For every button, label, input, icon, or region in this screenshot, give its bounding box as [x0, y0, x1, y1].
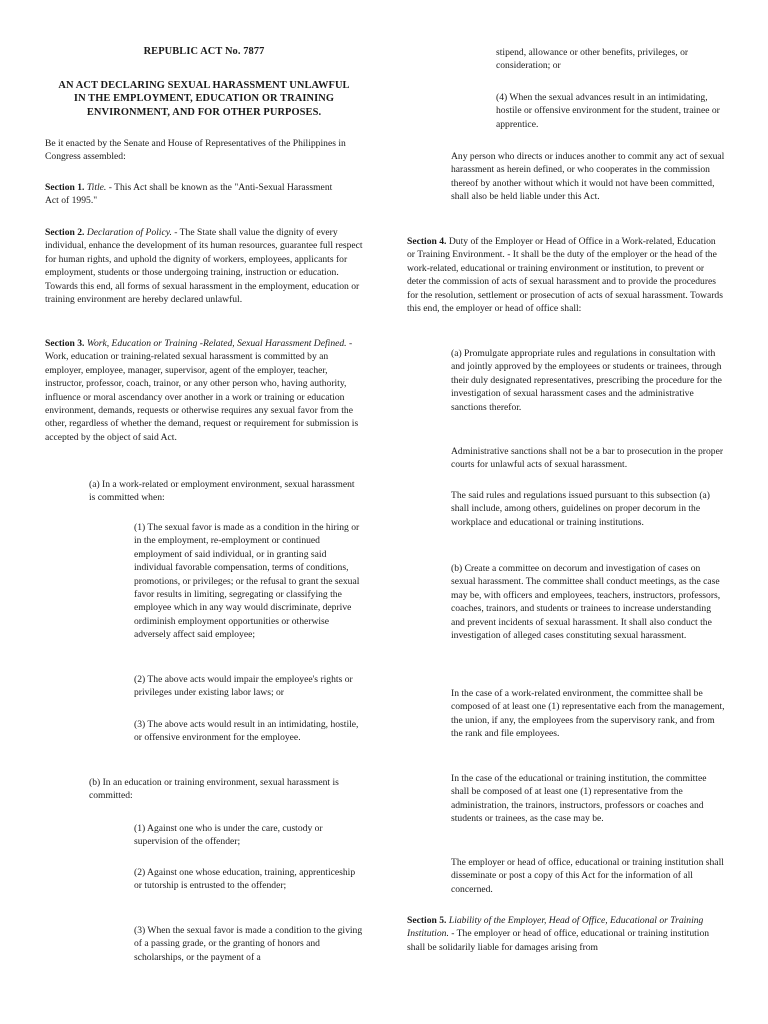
section-title: Declaration of Policy.	[86, 227, 172, 238]
sec4-a: (a) Promulgate appropriate rules and regulations in consultation with and jointly approved by the employees or students or trainees, through their duly designated representatives, prescribing the procedure for the investigation of sexual harassment cases and the administrative sanctions therefor.	[451, 348, 722, 413]
section-title: Title.	[86, 182, 107, 193]
section-2	[45, 226, 363, 306]
subtitle-line: IN THE EMPLOYMENT, EDUCATION OR TRAINING	[73, 93, 335, 105]
enacting-clause: Be it enacted by the Senate and House of Representatives of the Philippines in Congress assembled:	[45, 138, 346, 163]
section-label: Section 3.	[45, 338, 85, 349]
section-text: Duty of the Employer or Head of Office in a Work-related, Education or Training Environment. - It shall be the duty of the employer or the head of the work-related, educational or training environment or institution, to prevent or deter the commission of acts of sexual harassment and to provide the procedures for the resolution, settlement or prosecution of acts of sexual harassment. Towards this end, the employer or head of office shall:	[407, 236, 723, 315]
section-label: Section 5.	[407, 915, 447, 926]
section-label: Section 1.	[45, 182, 85, 193]
sec3-b-intro: (b) In an education or training environment, sexual harassment is committed:	[89, 777, 339, 802]
sec4-admin-sanctions: Administrative sanctions shall not be a bar to prosecution in the proper courts for unlawful acts of sexual harassment.	[451, 446, 724, 471]
sec3-b2: (2) Against one whose education, training, apprenticeship or tutorship is entrusted to the offender;	[134, 867, 356, 892]
sec3-a2: (2) The above acts would impair the employee's rights or privileges under existing labor laws; or	[134, 674, 353, 699]
section-text: - This Act shall be known as the "Anti-Sexual Harassment Act of 1995."	[45, 182, 333, 207]
sec3-b3-continued: stipend, allowance or other benefits, privileges, or consideration; or	[496, 47, 689, 72]
sec3-b4: (4) When the sexual advances result in an intimidating, hostile or offensive environment for the student, trainee or apprentice.	[496, 92, 720, 130]
sec4-edu-committee: In the case of the educational or training institution, the committee shall be composed of at least one (1) representative from the administration, the trainors, instructors, professors or coaches and students or trainees, as the case may be.	[451, 773, 707, 825]
sec3-a-intro: (a) In a work-related or employment environment, sexual harassment is committed when:	[89, 479, 355, 504]
section-label: Section 2.	[45, 227, 85, 238]
section-title: Work, Education or Training -Related, Sexual Harassment Defined.	[86, 338, 347, 349]
section-1	[45, 181, 345, 208]
section-3	[45, 337, 363, 444]
sec4-dissemination: The employer or head of office, educational or training institution shall disseminate or post a copy of this Act for the information of all concerned.	[451, 857, 724, 895]
sec3-b3: (3) When the sexual favor is made a condition to the giving of a passing grade, or the granting of honors and scholarships, or the payment of a	[134, 925, 363, 963]
act-heading: REPUBLIC ACT No. 7877	[143, 46, 265, 57]
section-4	[407, 235, 725, 315]
section-title: Liability of the Employer, Head of Office, Educational or Training Institution.	[407, 915, 704, 940]
section-label: Section 4.	[407, 236, 447, 247]
sec4-b: (b) Create a committee on decorum and investigation of cases on sexual harassment. The committee shall conduct meetings, as the case may be, with officers and employees, teachers, instructors, professors, coaches, trainors, and students or trainees to increase understanding and prevent incidents of sexual harassment. It shall also conduct the investigation of alleged cases constituting sexual harassment.	[451, 563, 721, 642]
subtitle-line: ENVIRONMENT, AND FOR OTHER PURPOSES.	[86, 106, 322, 118]
sec3-a1: (1) The sexual favor is made as a condition in the hiring or in the employment, re-employment or continued employment of said individual, or in granting said individual favorable compensation, terms of conditions, promotions, or privileges; or the refusal to grant the sexual favor results in limiting, segregating or classifying the employee which in any way would discriminate, deprive ordiminish employment opportunities or otherwise adversely affect said employee;	[134, 522, 360, 641]
section-text: - Work, education or training-related sexual harassment is committed by an employer, employee, manager, supervisor, agent of the employer, teacher, instructor, professor, coach, trainor, or any other person who, having authority, influence or moral ascendancy over another in a work or training or education environment, demands, requests or otherwise requires any sexual favor from the other, regardless of whether the demand, request or requirement for submission is accepted by the object of said Act.	[45, 338, 359, 443]
sec4-rules: The said rules and regulations issued pursuant to this subsection (a) shall include, among others, guidelines on proper decorum in the workplace and educational or training institutions.	[451, 490, 710, 528]
section-text: - The State shall value the dignity of every individual, enhance the development of its human resources, guarantee full respect for human rights, and uphold the dignity of workers, employees, applicants for employment, students or those undergoing training, instruction or education. Towards this end, all forms of sexual harassment in the employment, education or training environment are hereby declared unlawful.	[45, 227, 363, 306]
act-subtitle	[45, 79, 363, 119]
section-5	[407, 914, 725, 954]
sec4-work-committee: In the case of a work-related environment, the committee shall be composed of at least one (1) representative each from the management, the union, if any, the employees from the supervisory rank, and from the rank and file employees.	[451, 688, 725, 740]
subtitle-line: AN ACT DECLARING SEXUAL HARASSMENT UNLAWFUL	[58, 80, 350, 91]
section-text: - The employer or head of office, educational or training institution shall be solidarily liable for damages arising from	[407, 928, 710, 953]
sec3-abettor: Any person who directs or induces another to commit any act of sexual harassment as herein defined, or who cooperates in the commission thereof by another without which it would not have been committed, shall also be held liable under this Act.	[451, 151, 725, 203]
sec3-a3: (3) The above acts would result in an intimidating, hostile, or offensive environment for the employee.	[134, 719, 359, 744]
sec3-b1: (1) Against one who is under the care, custody or supervision of the offender;	[134, 823, 323, 848]
